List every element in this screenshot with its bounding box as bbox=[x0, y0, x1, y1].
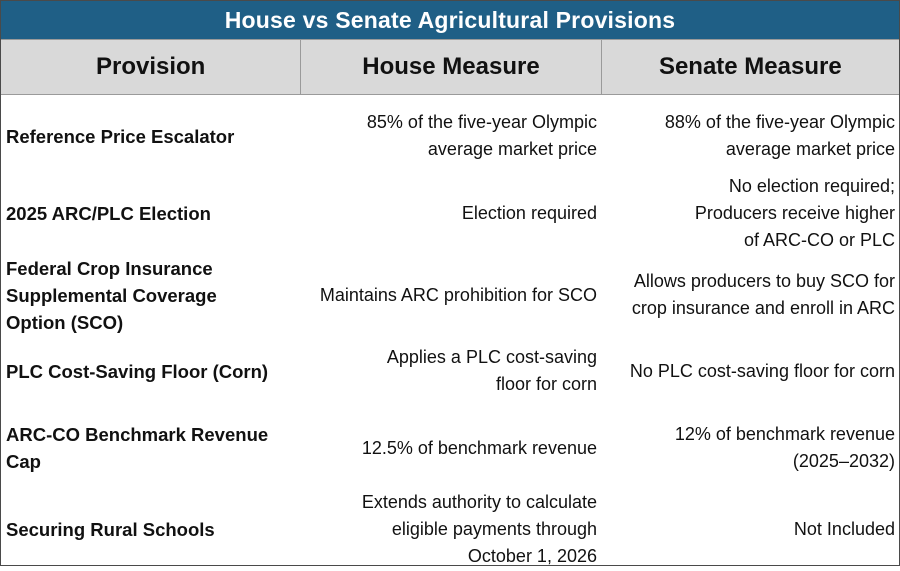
senate-measure-cell bbox=[601, 268, 899, 322]
provision-text: Supplemental Coverage bbox=[6, 284, 217, 306]
table-row bbox=[1, 169, 899, 257]
provision-cell bbox=[1, 358, 301, 385]
senate-text: of ARC-CO or PLC bbox=[743, 229, 895, 250]
header-senate-measure: Senate Measure bbox=[601, 40, 899, 94]
provision-text: ARC-CO Benchmark Revenue bbox=[6, 424, 269, 445]
provision-text: 2025 ARC/PLC Election bbox=[6, 202, 211, 224]
house-text: floor for corn bbox=[495, 374, 597, 394]
provision-text: PLC Cost-Saving Floor (Corn) bbox=[6, 360, 269, 382]
house-text: Maintains ARC prohibition for SCO bbox=[319, 284, 597, 305]
senate-text: No election required; bbox=[728, 175, 895, 196]
table-row bbox=[1, 333, 899, 409]
house-measure-cell bbox=[301, 435, 601, 462]
house-measure-cell bbox=[301, 489, 601, 570]
house-text: Election required bbox=[461, 202, 597, 223]
table-row bbox=[1, 409, 899, 487]
provision-text: Reference Price Escalator bbox=[6, 125, 235, 147]
senate-text: Allows producers to buy SCO for bbox=[633, 271, 895, 291]
house-text: 12.5% of benchmark revenue bbox=[361, 437, 597, 458]
senate-measure-cell bbox=[601, 358, 899, 385]
provision-cell bbox=[1, 421, 301, 475]
house-measure-cell bbox=[301, 109, 601, 163]
senate-measure-cell bbox=[601, 516, 899, 543]
senate-text: 88% of the five-year Olympic bbox=[664, 112, 895, 132]
senate-text: 12% of benchmark revenue bbox=[674, 424, 895, 444]
table-row bbox=[1, 103, 899, 169]
header-row bbox=[1, 39, 899, 95]
house-text: Extends authority to calculate bbox=[361, 491, 597, 512]
header-house-measure: House Measure bbox=[300, 40, 600, 94]
house-measure-cell bbox=[301, 200, 601, 227]
house-text: Applies a PLC cost-saving bbox=[386, 347, 597, 367]
header-provision: Provision bbox=[95, 53, 206, 80]
provision-text: Securing Rural Schools bbox=[6, 518, 215, 540]
senate-text: Not Included bbox=[793, 518, 895, 539]
table-row bbox=[1, 487, 899, 571]
table-row bbox=[1, 257, 899, 333]
provision-cell bbox=[1, 255, 301, 336]
house-measure-cell bbox=[301, 344, 601, 398]
house-measure-cell bbox=[301, 282, 601, 309]
house-text: average market price bbox=[427, 139, 597, 159]
senate-text: (2025–2032) bbox=[792, 451, 895, 471]
table-title: House vs Senate Agricultural Provisions bbox=[1, 1, 899, 39]
house-text: October 1, 2026 bbox=[467, 545, 597, 566]
provision-text: Cap bbox=[6, 451, 41, 472]
provision-text: Federal Crop Insurance bbox=[6, 257, 213, 279]
house-text: eligible payments through bbox=[391, 518, 597, 539]
senate-measure-cell bbox=[601, 421, 899, 475]
senate-measure-cell bbox=[601, 173, 899, 254]
provision-cell bbox=[1, 123, 301, 150]
table-body bbox=[1, 95, 899, 571]
house-text: 85% of the five-year Olympic bbox=[366, 112, 597, 132]
senate-text: crop insurance and enroll in ARC bbox=[631, 298, 895, 318]
provision-cell bbox=[1, 200, 301, 227]
senate-measure-cell bbox=[601, 109, 899, 163]
senate-text: average market price bbox=[725, 139, 895, 159]
provision-text: Option (SCO) bbox=[6, 311, 124, 333]
senate-text: No PLC cost-saving floor for corn bbox=[629, 360, 895, 381]
senate-text: Producers receive higher bbox=[694, 202, 895, 223]
provision-cell bbox=[1, 516, 301, 543]
